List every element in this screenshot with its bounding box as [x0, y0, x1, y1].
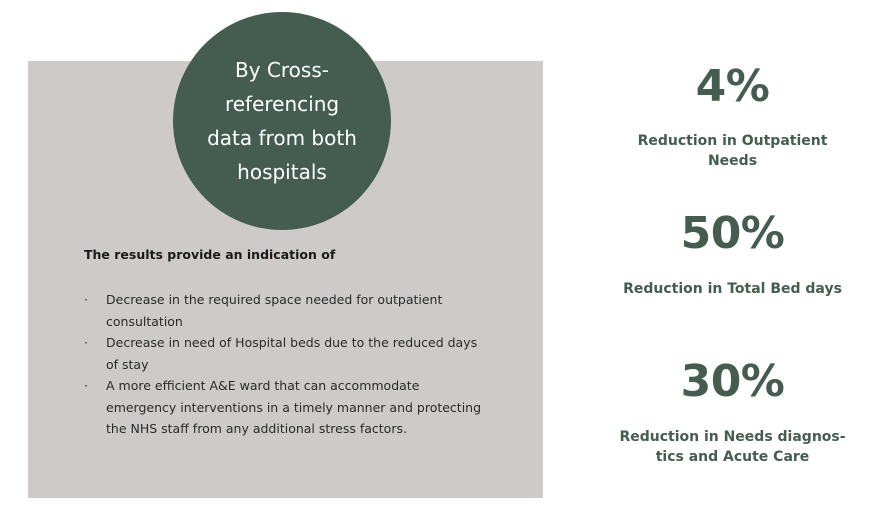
results-list [84, 289, 484, 440]
stat-diagnostics [610, 356, 855, 467]
stat-label-line: Reduction in Needs diagnos- [619, 429, 846, 445]
headline-line: By Cross- [235, 58, 329, 82]
stat-label-line: Needs [707, 153, 758, 169]
list-item [84, 375, 484, 440]
list-item-text: Decrease in need of Hospital beds due to the reduced days of stay [106, 335, 478, 372]
stat-label-line: tics and Acute Care [655, 449, 810, 465]
list-item [84, 289, 484, 332]
list-item-text: A more efficient A&E ward that can accommodate emergency interventions in a timely manner and protecting the NHS staff from any additional stress factors. [106, 378, 482, 436]
stat-label [610, 131, 855, 171]
stat-value: 50% [680, 208, 785, 259]
results-intro: The results provide an indication of [84, 247, 336, 262]
bullet-marker: · [84, 378, 88, 393]
bullet-marker: · [84, 335, 88, 350]
headline-circle [173, 12, 391, 230]
headline-line: referencing [224, 92, 340, 116]
headline-line: hospitals [237, 160, 327, 184]
stat-bed-days [610, 208, 855, 299]
stat-label-line: Reduction in Outpatient [637, 133, 828, 149]
headline-line: data from both [207, 126, 357, 150]
stat-value: 4% [695, 61, 770, 112]
stat-outpatient [610, 61, 855, 171]
bullet-marker: · [84, 292, 88, 307]
stat-label [610, 279, 855, 299]
list-item [84, 332, 484, 375]
stat-label [610, 427, 855, 467]
stat-value: 30% [680, 356, 785, 407]
list-item-text: Decrease in the required space needed for outpatient consultation [106, 292, 443, 329]
headline-text [202, 53, 362, 189]
stat-label-line: Reduction in Total Bed days [623, 281, 842, 297]
